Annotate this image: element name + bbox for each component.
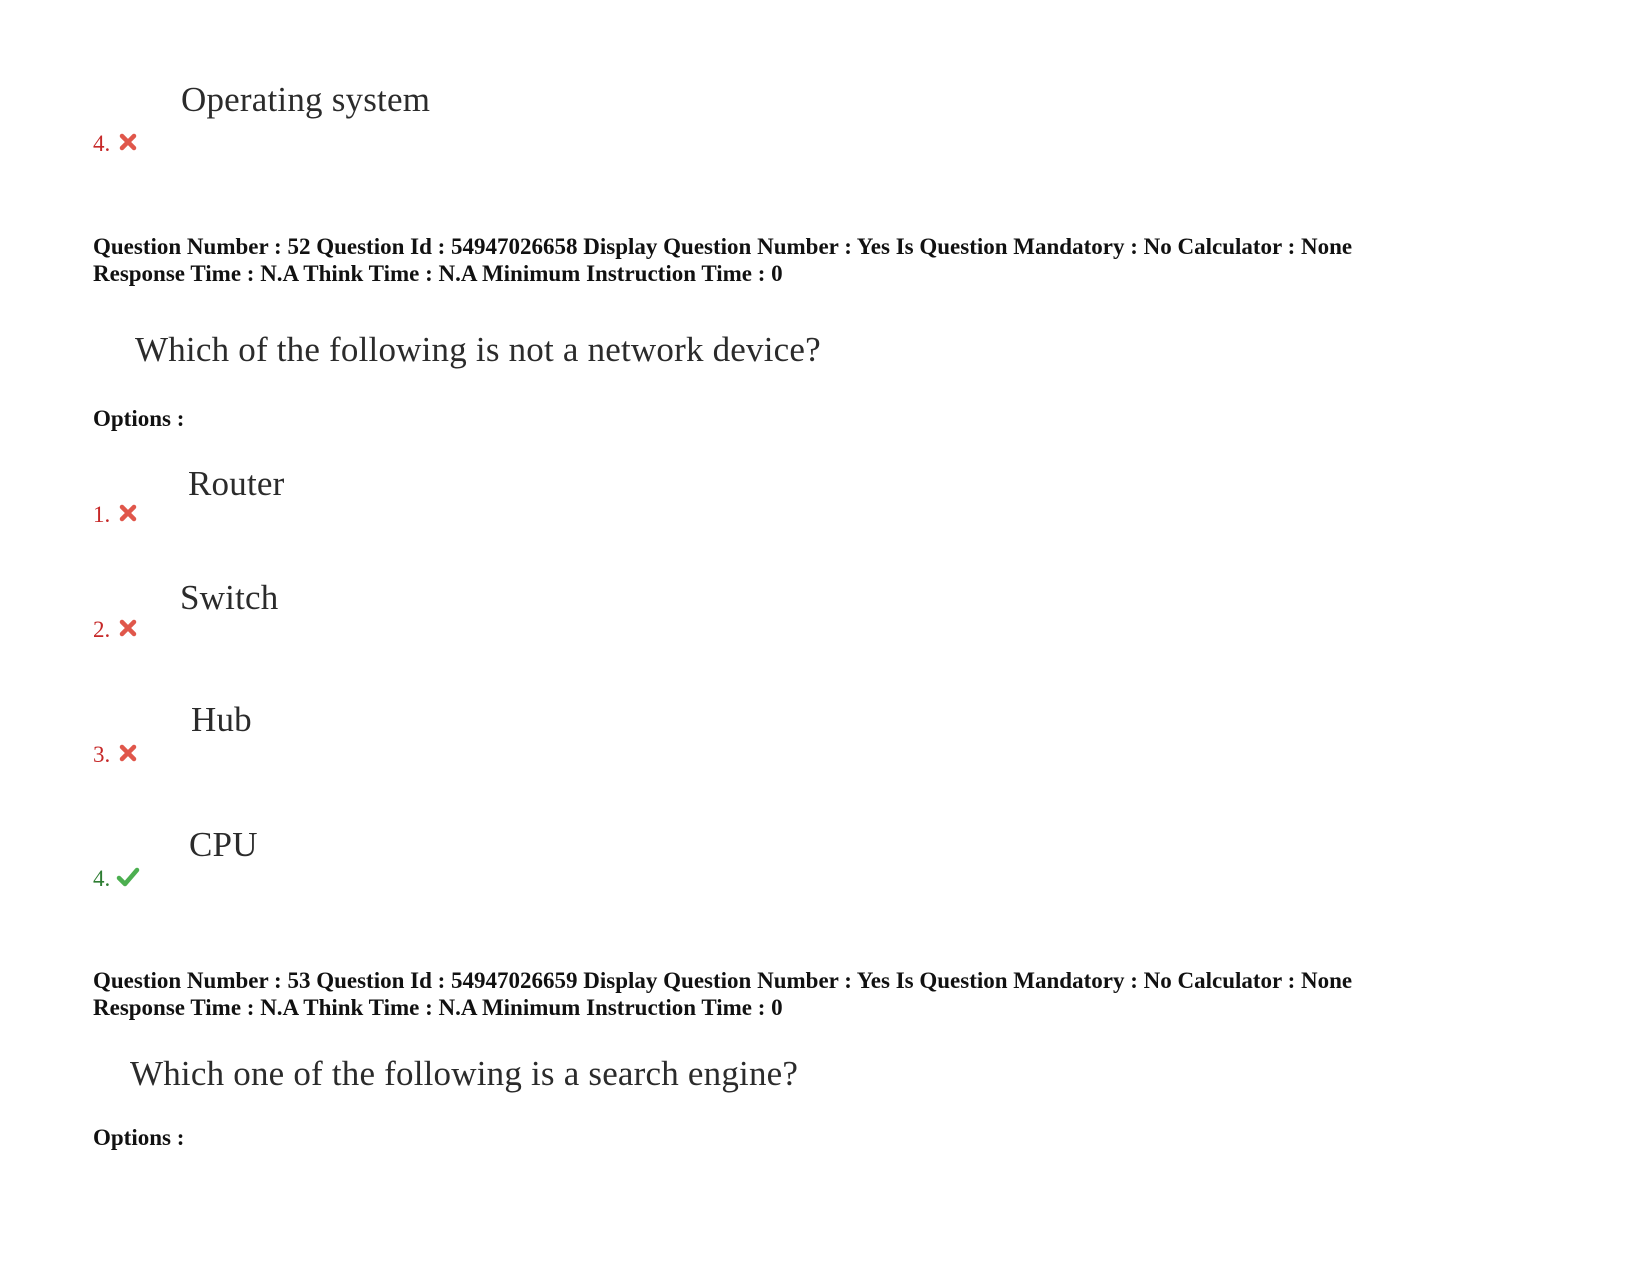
question-meta-timing: Response Time : N.A Think Time : N.A Minimum Instruction Time : 0 (93, 995, 783, 1020)
options-label: Options : (93, 406, 185, 431)
option-number: 4. (93, 866, 111, 891)
question-text: Which one of the following is a search engine? (130, 1054, 799, 1093)
option-number: 4. (93, 131, 111, 156)
question-meta: Question Number : 53 Question Id : 54947026659 Display Question Number : Yes Is Question Mandatory : No Calculator : None (93, 968, 1353, 993)
cross-icon (118, 618, 138, 638)
question-text: Which of the following is not a network device? (135, 330, 821, 369)
option-text: Operating system (181, 80, 431, 119)
question-meta-timing: Response Time : N.A Think Time : N.A Minimum Instruction Time : 0 (93, 261, 783, 286)
question-meta: Question Number : 52 Question Id : 54947026658 Display Question Number : Yes Is Question Mandatory : No Calculator : None (93, 234, 1353, 259)
option-number: 2. (93, 617, 111, 642)
option-number: 3. (93, 742, 111, 767)
option-number: 1. (93, 502, 111, 527)
cross-icon (118, 132, 138, 152)
cross-icon (118, 503, 138, 523)
option-text: Hub (191, 700, 252, 739)
option-text: Router (188, 464, 285, 503)
check-icon (116, 866, 140, 888)
options-label: Options : (93, 1125, 185, 1150)
option-text: Switch (180, 578, 279, 617)
cross-icon (118, 743, 138, 763)
option-text: CPU (189, 825, 258, 864)
